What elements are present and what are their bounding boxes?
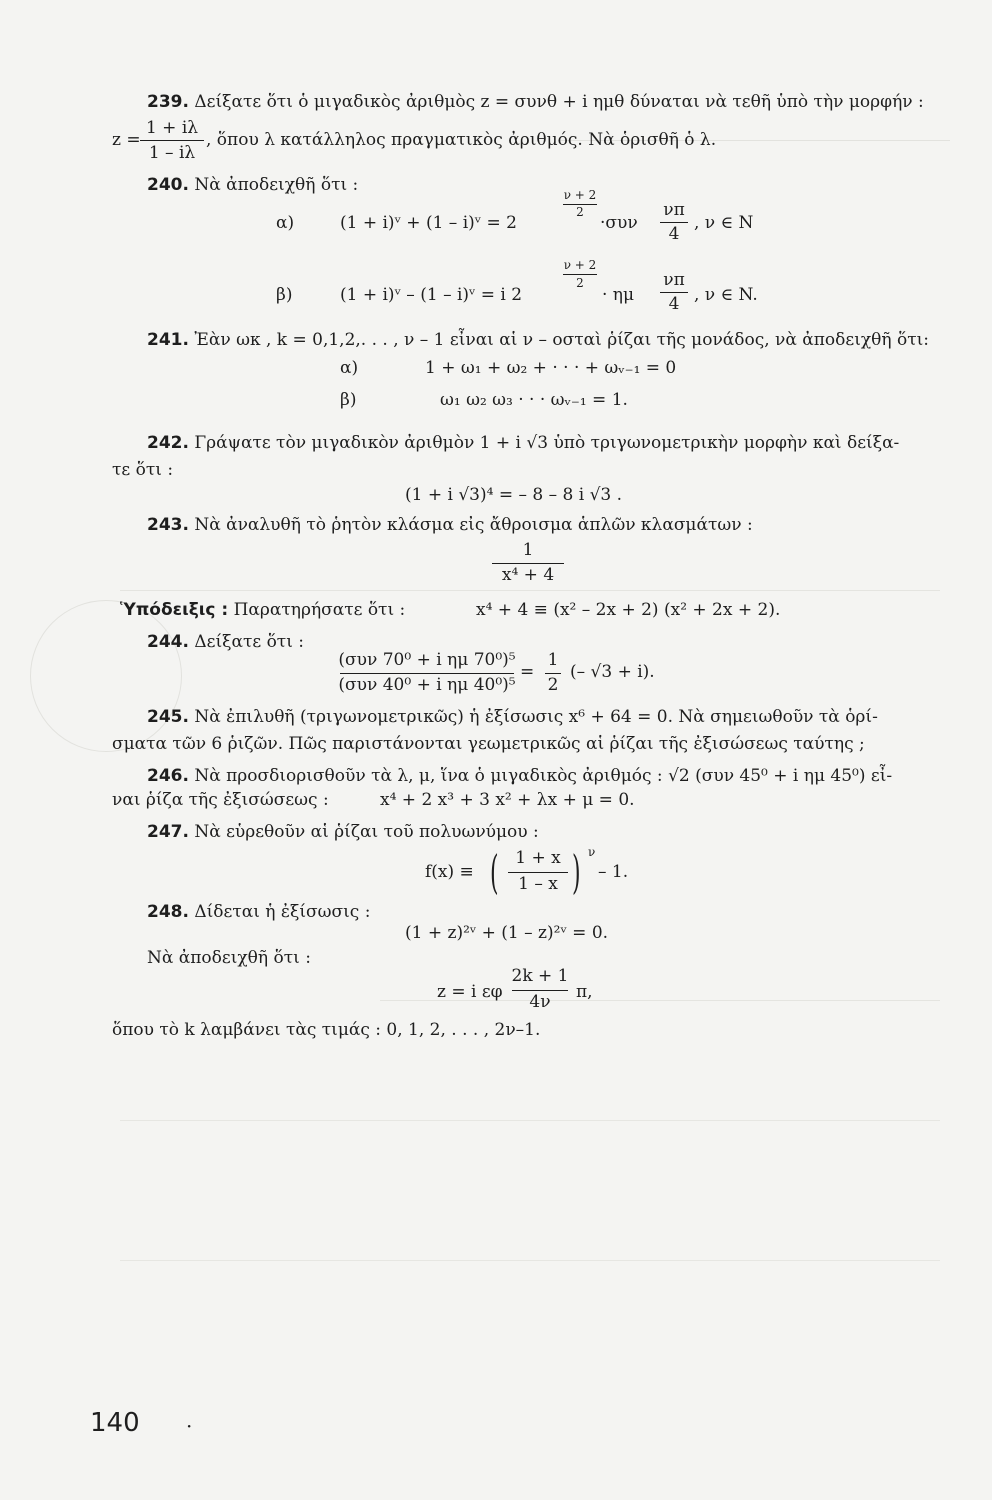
fraction-denominator: 4: [668, 224, 680, 244]
fraction-numerator: (συν 70⁰ + i ημ 70⁰)⁵: [338, 650, 516, 670]
problem-number: 246.: [147, 766, 189, 786]
fraction-numerator: 1: [522, 540, 534, 560]
hint-equation: x⁴ + 4 ≡ (x² – 2x + 2) (x² + 2x + 2).: [476, 600, 781, 620]
equals-sign: =: [520, 662, 535, 682]
problem-248-line1: [147, 902, 370, 922]
right-paren: ): [572, 848, 581, 901]
label-b: β): [276, 285, 293, 305]
equation: (1 + z)²ᵛ + (1 – z)²ᵛ = 0.: [405, 923, 609, 943]
fraction-denominator: 1 – iλ: [148, 143, 196, 163]
problem-text: Νὰ εὑρεθοῦν αἱ ῥίζαι τοῦ πολυωνύμου :: [194, 822, 539, 842]
fraction-bar: [660, 222, 688, 223]
fraction-bar: [492, 563, 564, 564]
problem-text: Δίδεται ἡ ἐξίσωσις :: [194, 902, 371, 922]
fraction-numerator: νπ: [663, 270, 685, 290]
problem-number: 247.: [147, 822, 189, 842]
z-equals: z =: [112, 130, 141, 150]
fraction-bar: [660, 292, 688, 293]
problem-245-line1: [147, 707, 878, 727]
condition: , ν ∈ N.: [694, 285, 758, 305]
fraction-bar: [508, 872, 568, 873]
problem-number: 248.: [147, 902, 189, 922]
problem-text: Ἐὰν ωκ , k = 0,1,2,. . . , ν – 1 εἶναι αἱ ν – οσταὶ ῥίζαι τῆς μονάδος, νὰ ἀποδειχθῆ ὅτι:: [194, 330, 930, 350]
exponent-numerator: ν + 2: [563, 258, 597, 272]
half-bar: [545, 673, 561, 674]
hint-label: Ὑπόδειξις :: [120, 600, 229, 620]
equation: 1 + ω₁ + ω₂ + · · · + ωᵥ₋₁ = 0: [425, 358, 677, 378]
problem-text-continued: ναι ῥίζα τῆς ἐξισώσεως :: [112, 790, 329, 810]
problem-text: Νὰ προσδιορισθοῦν τὰ λ, μ, ἵνα ὁ μιγαδικὸς ἀριθμός : √2 (συν 45⁰ + i ημ 45⁰) εἶ-: [194, 766, 893, 786]
fraction-bar: [340, 673, 514, 674]
problem-number: 239.: [147, 92, 189, 112]
exponent-numerator: ν + 2: [563, 188, 597, 202]
z-tail: π,: [576, 982, 593, 1002]
fraction-numerator: 2k + 1: [511, 966, 569, 986]
problem-number: 245.: [147, 707, 189, 727]
exponent: ν: [588, 845, 596, 859]
fraction-denominator: x⁴ + 4: [501, 565, 555, 585]
problem-text-continued: τε ὅτι :: [112, 460, 174, 480]
equation: (1 + i √3)⁴ = – 8 – 8 i √3 .: [405, 485, 623, 505]
fraction-numerator: 1 + iλ: [145, 118, 199, 138]
equation: ω₁ ω₂ ω₃ · · · ωᵥ₋₁ = 1.: [440, 390, 628, 410]
cos-operator: ·συν: [600, 213, 638, 233]
fraction-denominator: 4: [668, 294, 680, 314]
equation-lhs: (1 + i)ᵛ + (1 – i)ᵛ = 2: [340, 213, 517, 233]
problem-text-continued: σματα τῶν 6 ῥιζῶν. Πῶς παριστάνονται γεωμετρικῶς αἱ ῥίζαι τῆς ἐξισώσεως ταύτης ;: [112, 734, 865, 754]
problem-246-line1: [147, 766, 892, 786]
problem-text-continued: , ὅπου λ κατάλληλος πραγματικὸς ἀριθμός. Νὰ ὁρισθῆ ὁ λ.: [206, 130, 717, 150]
problem-text: Δείξατε ὅτι ὁ μιγαδικὸς ἀριθμὸς z = συνθ + i ημθ δύναται νὰ τεθῆ ὑπὸ τὴν μορφήν :: [194, 92, 924, 112]
fraction-numerator: νπ: [663, 200, 685, 220]
exponent-denominator: 2: [576, 205, 584, 219]
label-a: α): [340, 358, 359, 378]
label-b: β): [340, 390, 357, 410]
function-lhs: f(x) ≡: [425, 862, 474, 882]
problem-text-continued: ὅπου τὸ k λαμβάνει τὰς τιμάς : 0, 1, 2, . . . , 2ν–1.: [112, 1020, 541, 1040]
problem-number: 242.: [147, 433, 189, 453]
problem-text: Δείξατε ὅτι :: [194, 632, 305, 652]
hint-text: Παρατηρήσατε ὅτι :: [233, 600, 406, 620]
equation: x⁴ + 2 x³ + 3 x² + λx + μ = 0.: [380, 790, 635, 810]
problem-number: 244.: [147, 632, 189, 652]
fraction-denominator: 4ν: [529, 992, 551, 1012]
problem-239-line1: [147, 92, 924, 112]
problem-241-line1: [147, 330, 929, 350]
problem-242-line1: [147, 433, 899, 453]
problem-number: 241.: [147, 330, 189, 350]
sin-operator: · ημ: [602, 285, 635, 305]
fraction-numerator: 1 + x: [515, 848, 561, 868]
page-number: 140: [90, 1408, 140, 1438]
problem-text: Νὰ ἀποδειχθῆ ὅτι :: [194, 175, 359, 195]
problem-text: Γράψατε τὸν μιγαδικὸν ἀριθμὸν 1 + i √3 ὑπὸ τριγωνομετρικὴν μορφὴν καὶ δείξα-: [194, 433, 900, 453]
exponent-denominator: 2: [576, 276, 584, 290]
problem-text: Νὰ ἀναλυθῆ τὸ ῥητὸν κλάσμα εἰς ἄθροισμα ἁπλῶν κλασμάτων :: [194, 515, 753, 535]
exponent-bar: [563, 274, 597, 275]
problem-244-line1: [147, 632, 304, 652]
fraction-denominator: 1 – x: [518, 874, 558, 894]
problem-243-line1: [147, 515, 753, 535]
problem-247-line1: [147, 822, 539, 842]
problem-number: 243.: [147, 515, 189, 535]
hint-line: [120, 600, 405, 620]
fraction-denominator: (συν 40⁰ + i ημ 40⁰)⁵: [338, 675, 516, 695]
label-a: α): [276, 213, 295, 233]
equation-tail: (– √3 + i).: [570, 662, 655, 682]
z-lhs: z = i εφ: [437, 982, 503, 1002]
fraction-bar: [512, 990, 568, 991]
left-paren: (: [490, 848, 499, 901]
function-tail: – 1.: [598, 862, 629, 882]
fraction-bar: [140, 140, 204, 141]
equation-lhs: (1 + i)ᵛ – (1 – i)ᵛ = i 2: [340, 285, 523, 305]
condition: , ν ∈ N: [694, 213, 754, 233]
problem-240-line1: [147, 175, 358, 195]
half-denominator: 2: [547, 675, 559, 695]
half-numerator: 1: [547, 650, 559, 670]
problem-text-continued: Νὰ ἀποδειχθῆ ὅτι :: [147, 948, 311, 968]
problem-number: 240.: [147, 175, 189, 195]
page-dot: ·: [186, 1414, 193, 1438]
problem-text: Νὰ ἐπιλυθῆ (τριγωνομετρικῶς) ἡ ἐξίσωσις x⁶ + 64 = 0. Νὰ σημειωθοῦν τὰ ὁρί-: [194, 707, 878, 727]
